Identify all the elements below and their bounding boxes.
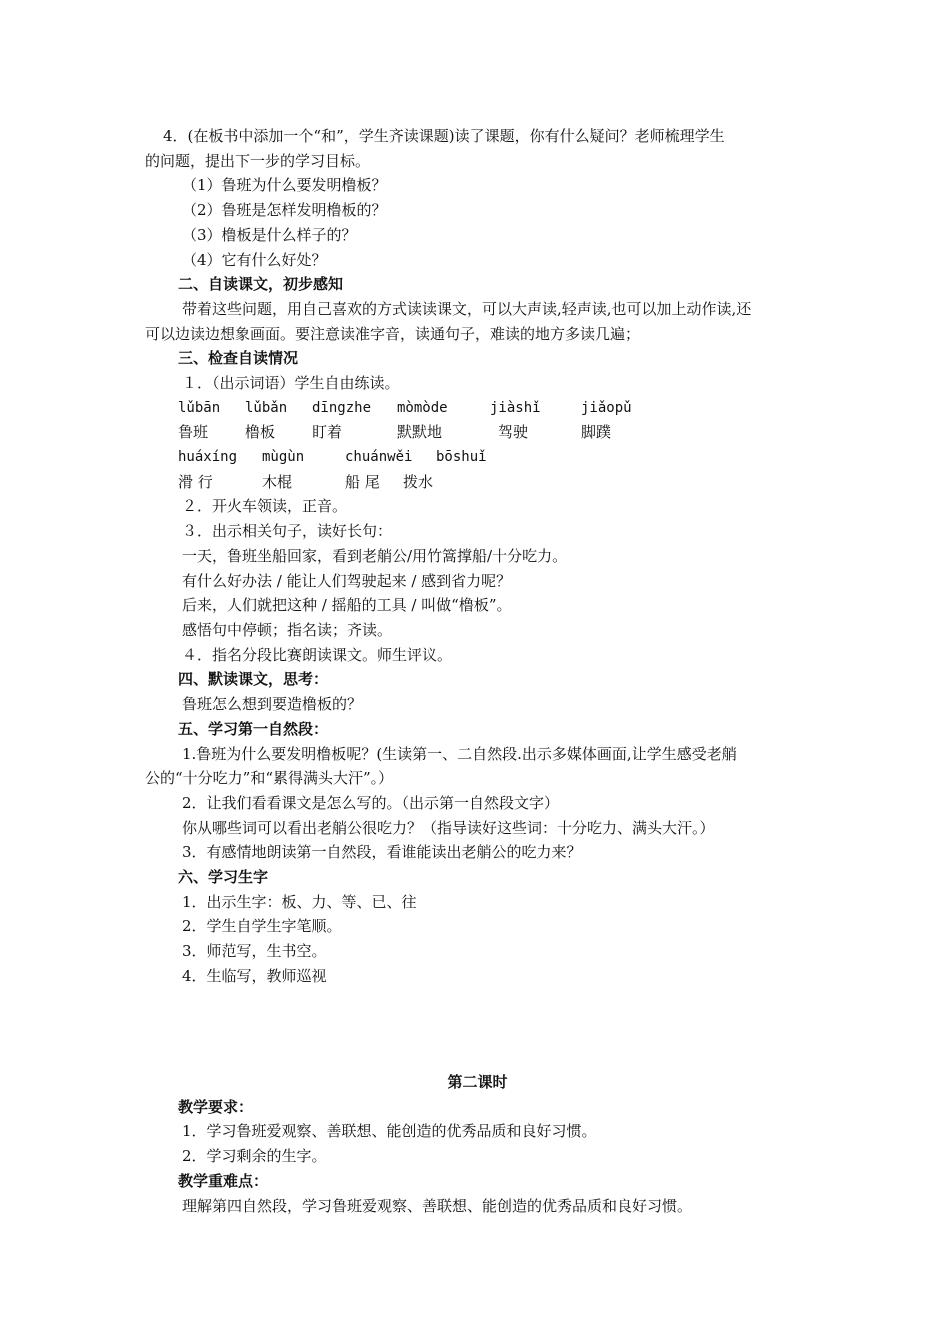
pinyin-word: mòmòde (397, 399, 448, 416)
item-line: 2．学习剩余的生字。 (182, 1147, 327, 1166)
step-line: １．（出示词语）学生自由练读。 (182, 374, 400, 393)
section-heading-silent-reading: 四、默读课文，思考： (178, 670, 329, 689)
pinyin-word: dīngzhe (312, 399, 372, 416)
pinyin-word: chuánwěi (345, 449, 413, 466)
sentence-line: 一天，鲁班坐船回家，看到老艄公/用竹篙撑船/十分吃力。 (182, 546, 568, 565)
lesson-one-content (145, 124, 810, 989)
vocab-word: 脚蹼 (581, 423, 612, 442)
vocab-word: 橹板 (245, 423, 276, 442)
sentence-line: 感悟句中停顿；指名读；齐读。 (182, 621, 393, 639)
question-item: （2）鲁班是怎样发明橹板的？ (182, 201, 387, 220)
vocab-word: 拨水 (403, 472, 434, 491)
question-item: （1）鲁班为什么要发明橹板？ (182, 176, 387, 195)
item-line: 3．有感情地朗读第一自然段，看谁能读出老艄公的吃力来？ (182, 843, 582, 862)
intro-line-1: 4．(在板书中添加一个“和”，学生齐读课题)读了课题，你有什么疑问？老师梳理学生 (163, 127, 725, 145)
question-item: （3）橹板是什么样子的？ (182, 225, 357, 244)
word-row (145, 420, 810, 445)
vocab-word: 鲁班 (178, 423, 209, 442)
item-line: 公的“十分吃力”和“累得满头大汗”。） (145, 769, 394, 788)
section-heading-self-reading: 二、自读课文，初步感知 (178, 275, 344, 294)
word-row (145, 470, 810, 495)
pinyin-word: huáxíng (178, 449, 238, 466)
question-item: （4）它有什么好处？ (182, 250, 327, 269)
key-points-heading: 教学重难点： (178, 1171, 269, 1190)
paragraph-line: 可以边读边想象画面。要注意读准字音，读通句子，难读的地方多读几遍； (145, 324, 641, 343)
vocab-word: 默默地 (397, 423, 443, 442)
pinyin-word: jiàshǐ (490, 399, 541, 416)
pinyin-word: mùgùn (262, 449, 305, 466)
pinyin-word: lǔbǎn (245, 399, 288, 416)
section-heading-new-characters: 六、学习生字 (178, 868, 269, 887)
lesson-two-content (145, 1070, 810, 1218)
question-line: 鲁班怎么想到要造橹板的？ (182, 695, 363, 714)
step-line: ２．开火车领读，正音。 (182, 497, 348, 516)
item-line: 1.鲁班为什么要发明橹板呢？(生读第一、二自然段.出示多媒体画面,让学生感受老艄 (182, 744, 737, 763)
vocab-word: 木棍 (262, 472, 293, 491)
vocab-word: 船 尾 (345, 472, 380, 491)
item-line: 4．生临写，教师巡视 (182, 966, 327, 985)
step-line: ３．出示相关句子，读好长句： (182, 522, 393, 541)
item-line: 3．师范写，生书空。 (182, 942, 327, 961)
vocab-word: 盯着 (312, 423, 343, 442)
section-heading-check-reading: 三、检查自读情况 (178, 349, 299, 368)
intro-line-2: 的问题，提出下一步的学习目标。 (145, 151, 371, 170)
item-line: 2．学生自学生字笔顺。 (182, 917, 342, 936)
step-line: ４．指名分段比赛朗读课文。师生评议。 (182, 645, 453, 664)
item-line: 2．让我们看看课文是怎么写的。（出示第一自然段文字） (182, 793, 560, 812)
lesson-two-title: 第二课时 (447, 1073, 508, 1091)
pinyin-row (145, 396, 810, 421)
pinyin-row (145, 445, 810, 470)
key-points-text: 理解第四自然段，学习鲁班爱观察、善联想、能创造的优秀品质和良好习惯。 (182, 1196, 693, 1215)
pinyin-word: jiǎopǔ (581, 399, 632, 416)
section-heading-paragraph-one: 五、学习第一自然段： (178, 719, 329, 738)
pinyin-word: bōshuǐ (436, 449, 487, 466)
vocab-word: 滑 行 (178, 472, 213, 491)
item-line: 你从哪些词可以看出老艄公很吃力？（指导读好这些词：十分吃力、满头大汗。） (182, 818, 715, 837)
pinyin-word: lǔbān (178, 399, 221, 416)
vocab-word: 驾驶 (498, 423, 529, 442)
sentence-line: 有什么好办法 / 能让人们驾驶起来 / 感到省力呢？ (182, 571, 512, 590)
teaching-requirements-heading: 教学要求： (178, 1097, 254, 1116)
paragraph-line: 带着这些问题，用自己喜欢的方式读读课文，可以大声读,轻声读,也可以加上动作读,还 (182, 299, 752, 318)
sentence-line: 后来，人们就把这种 / 摇船的工具 / 叫做“橹板”。 (182, 596, 512, 615)
item-line: 1．出示生字：板、力、等、已、往 (182, 892, 417, 911)
item-line: 1．学习鲁班爱观察、善联想、能创造的优秀品质和良好习惯。 (182, 1122, 597, 1141)
